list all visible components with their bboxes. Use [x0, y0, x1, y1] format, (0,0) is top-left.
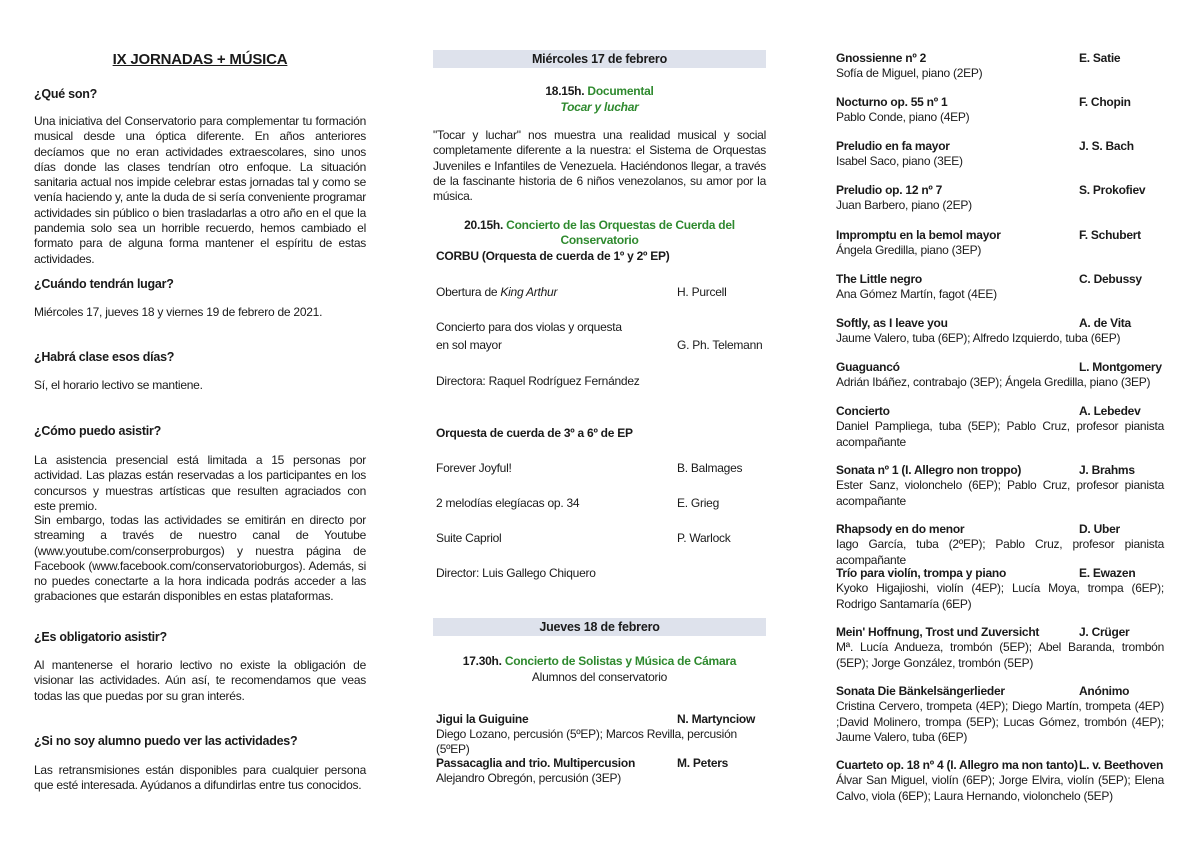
answer-text: Al mantenerse el horario lectivo no existe la obligación de visionar las actividades. Aún así, te recomendamos que veas todas las que puedas por su gran interés.	[34, 658, 366, 703]
event-subtitle: Alumnos del conservatorio	[531, 670, 668, 684]
program-item	[836, 360, 1164, 391]
performers: Jaume Valero, tuba (6EP); Alfredo Izquierdo, tuba (6EP)	[836, 331, 1121, 346]
performers: Adrián Ibáñez, contrabajo (3EP); Ángela Gredilla, piano (3EP)	[836, 375, 1151, 390]
composer: A. Lebedev	[1079, 404, 1141, 418]
piece-title: Rhapsody en do menor	[836, 522, 965, 536]
piece-title: Mein' Hoffnung, Trost und Zuversicht	[836, 625, 1040, 639]
composer: E. Grieg	[677, 496, 720, 510]
composer: Anónimo	[1079, 684, 1130, 698]
program-item	[836, 139, 1164, 170]
question-heading: ¿Es obligatorio asistir?	[34, 630, 167, 644]
answer-text: Una iniciativa del Conservatorio para complementar tu formación musical desde una óptica diferente. En años anteriores decíamos que no eran actividades extraescolares, sino unos días donde las clases tendrían otro enfoque. La situación sanitaria actual nos impide celebrar estas jornadas tal y como se venía haciendo y, ante la duda de si sería conveniente programar actividades sin público o bien trasladarlas a otro año en el que la pandemia solo sea un horrible recuerdo, hemos cambiado el formato para de alguna forma mantener el espíritu de estas actividades.	[34, 114, 366, 266]
ensemble-name: CORBU (Orquesta de cuerda de 1º y 2º EP)	[436, 249, 670, 263]
day-header: Miércoles 17 de febrero	[433, 50, 766, 68]
performers: Mª. Lucía Andueza, trombón (5EP); Abel Baranda, trombón (5EP); Jorge González, trombón (5EP)	[836, 640, 1164, 670]
piece-title: Preludio en fa mayor	[836, 139, 950, 153]
event-title: Concierto de Solistas y Música de Cámara	[504, 654, 737, 668]
composer: M. Peters	[677, 756, 729, 770]
answer-text: Las retransmisiones están disponibles para cualquier persona que esté interesada. Ayúdanos a difundirlas entre tus conocidos.	[34, 763, 366, 793]
performers: Juan Barbero, piano (2EP)	[836, 198, 972, 213]
piece-title: Guaguancó	[836, 360, 900, 374]
program-item	[836, 95, 1164, 126]
piece-title: Nocturno op. 55 nº 1	[836, 95, 948, 109]
director: Directora: Raquel Rodríguez Fernández	[436, 374, 640, 388]
performers: Kyoko Higajioshi, violín (4EP); Lucía Moya, trompa (6EP); Rodrigo Santamaría (6EP)	[836, 581, 1164, 611]
piece-title: Softly, as I leave you	[836, 316, 948, 330]
composer: G. Ph. Telemann	[677, 338, 763, 352]
composer: S. Prokofiev	[1079, 183, 1146, 197]
question-heading: ¿Habrá clase esos días?	[34, 350, 175, 364]
composer: E. Satie	[1079, 51, 1121, 65]
piece-title: Obertura de King Arthur	[436, 285, 558, 299]
event-time: 20.15h.	[464, 218, 504, 232]
composer: C. Debussy	[1079, 272, 1142, 286]
performers: Daniel Pampliega, tuba (5EP); Pablo Cruz, profesor pianista acompañante	[836, 419, 1164, 449]
answer-text: Miércoles 17, jueves 18 y viernes 19 de febrero de 2021.	[34, 305, 323, 319]
piece-title: Concierto para dos violas y orquesta	[436, 320, 622, 334]
composer: B. Balmages	[677, 461, 743, 475]
performers: Ester Sanz, violonchelo (6EP); Pablo Cruz, profesor pianista acompañante	[836, 478, 1164, 508]
performers: Sofía de Miguel, piano (2EP)	[836, 66, 983, 81]
performers: Álvar San Miguel, violín (6EP); Jorge Elvira, violín (5EP); Elena Calvo, viola (6EP); Laura Hernando, violonchelo (5EP)	[836, 773, 1164, 803]
piece-title: The Little negro	[836, 272, 922, 286]
composer: E. Ewazen	[1079, 566, 1136, 580]
director: Director: Luis Gallego Chiquero	[436, 566, 596, 580]
composer: F. Chopin	[1079, 95, 1131, 109]
question-heading: ¿Qué son?	[34, 87, 98, 101]
question-heading: ¿Si no soy alumno puedo ver las actividades?	[34, 734, 298, 748]
piece-title: Preludio op. 12 nº 7	[836, 183, 943, 197]
piece-title: Forever Joyful!	[436, 461, 512, 475]
question-heading: ¿Cómo puedo asistir?	[34, 424, 161, 438]
piece-title: Sonata Die Bänkelsängerlieder	[836, 684, 1005, 698]
performers: Ángela Gredilla, piano (3EP)	[836, 243, 982, 258]
event-description: "Tocar y luchar" nos muestra una realidad musical y social completamente diferente a la nuestra: el Sistema de Orquestas Juveniles e Infantiles de Venezuela. Haciéndonos llegar, a través de la fascinante historia de 6 niños venezolanos, su amor por la música.	[433, 128, 766, 204]
composer: N. Martynciow	[677, 712, 756, 726]
composer: F. Schubert	[1079, 228, 1141, 242]
piece-title: Passacaglia and trio. Multipercusion	[436, 756, 636, 770]
composer: A. de Vita	[1079, 316, 1131, 330]
piece-title: Sonata nº 1 (I. Allegro non troppo)	[836, 463, 1022, 477]
event-time: 18.15h.	[545, 84, 585, 98]
answer-text: Sin embargo, todas las actividades se emitirán en directo por streaming a través de nuestro canal de Youtube (www.youtube.com/conserproburgos) y nuestra página de Facebook (www.facebook.com/conservatorioburgos). Además, si no puedes conectarte a la hora indicada podrás acceder a las grabaciones que estarán disponibles en estas plataformas.	[34, 513, 366, 604]
program-item	[836, 625, 1164, 671]
program-item	[836, 272, 1164, 303]
event-heading	[433, 218, 766, 249]
program-item	[836, 758, 1164, 804]
ensemble-name: Orquesta de cuerda de 3º a 6º de EP	[436, 426, 633, 440]
answer-text: La asistencia presencial está limitada a 15 personas por actividad. Las plazas están reservadas a los participantes en los concursos y muestras artísticas que resulten agraciados con este premio.	[34, 453, 366, 513]
composer: J. S. Bach	[1079, 139, 1134, 153]
event-heading	[433, 84, 766, 99]
event-title: Concierto de las Orquestas de Cuerda del Conservatorio	[506, 218, 735, 248]
piece-title: Gnossienne nº 2	[836, 51, 926, 65]
performers: Cristina Cervero, trompeta (4EP); Diego Martín, trompeta (4EP) ;David Molinero, trompa (5EP); Lucas Gómez, trombón (4EP); Jaume Valero, tuba (6EP)	[836, 699, 1164, 744]
program-item	[836, 522, 1164, 568]
performers: Ana Gómez Martín, fagot (4EE)	[836, 287, 997, 302]
program-item	[836, 404, 1164, 450]
composer: L. v. Beethoven	[1079, 758, 1164, 772]
program-item	[836, 183, 1164, 214]
performers: Alejandro Obregón, percusión (3EP)	[436, 771, 621, 785]
event-time: 17.30h.	[462, 654, 502, 668]
program-item	[836, 684, 1164, 745]
composer: J. Brahms	[1079, 463, 1135, 477]
piece-title: Jigui la Guiguine	[436, 712, 529, 726]
performers: Isabel Saco, piano (3EE)	[836, 154, 963, 169]
piece-title: Cuarteto op. 18 nº 4 (I. Allegro ma non tanto)	[836, 758, 1078, 772]
performers: Iago García, tuba (2ºEP); Pablo Cruz, profesor pianista acompañante	[836, 537, 1164, 567]
event-type: Documental	[587, 84, 654, 98]
page-title: IX JORNADAS + MÚSICA	[112, 51, 288, 68]
piece-title: Suite Capriol	[436, 531, 502, 545]
program-item	[836, 51, 1164, 82]
piece-title: 2 melodías elegíacas op. 34	[436, 496, 580, 510]
event-heading	[433, 654, 766, 669]
program-item	[836, 566, 1164, 612]
day-header: Jueves 18 de febrero	[433, 618, 766, 636]
question-heading: ¿Cuándo tendrán lugar?	[34, 277, 174, 291]
piece-title: Concierto	[836, 404, 890, 418]
program-item	[836, 316, 1164, 347]
performers: Diego Lozano, percusión (5ºEP); Marcos Revilla, percusión (5ºEP)	[436, 727, 737, 757]
answer-text: Sí, el horario lectivo se mantiene.	[34, 378, 203, 392]
piece-title: en sol mayor	[436, 338, 502, 352]
composer: H. Purcell	[677, 285, 727, 299]
piece-title: Trío para violín, trompa y piano	[836, 566, 1007, 580]
piece-title: Impromptu en la bemol mayor	[836, 228, 1001, 242]
program-item	[836, 463, 1164, 509]
program-item	[836, 228, 1164, 259]
performers: Pablo Conde, piano (4EP)	[836, 110, 970, 125]
composer: D. Uber	[1079, 522, 1120, 536]
event-title: Tocar y luchar	[560, 100, 639, 114]
composer: L. Montgomery	[1079, 360, 1162, 374]
composer: J. Crüger	[1079, 625, 1130, 639]
composer: P. Warlock	[677, 531, 731, 545]
